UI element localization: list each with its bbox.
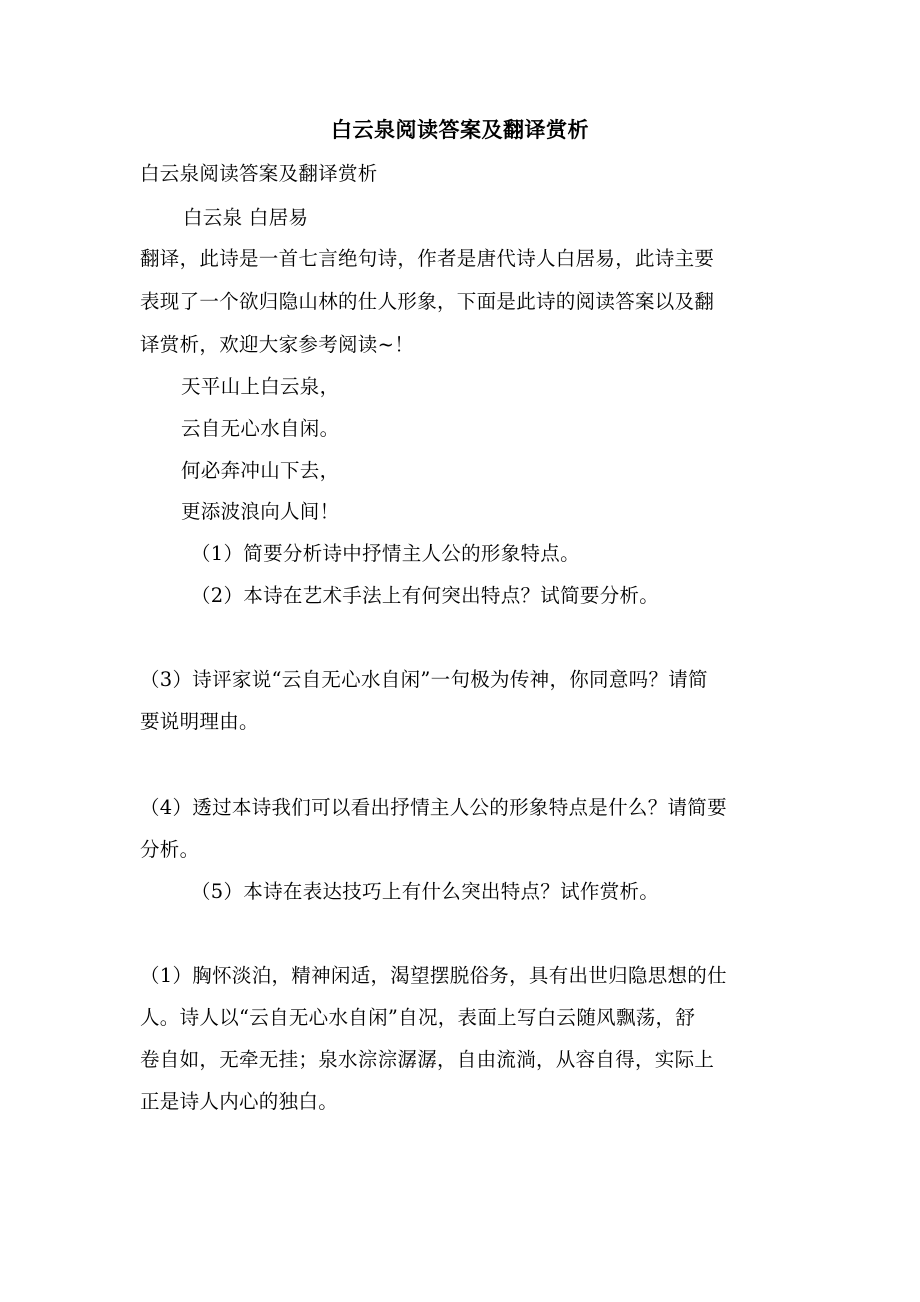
- document-subtitle: 白云泉阅读答案及翻译赏析: [140, 162, 378, 185]
- question-3-line-2: 要说明理由。: [140, 710, 259, 733]
- intro-line-2: 表现了一个欲归隐山林的仕人形象，下面是此诗的阅读答案以及翻: [140, 290, 715, 313]
- intro-line-1: 翻译，此诗是一首七言绝句诗，作者是唐代诗人白居易，此诗主要: [140, 247, 715, 270]
- answer-line-3: 卷自如，无牵无挂；泉水淙淙潺潺，自由流淌，从容自得，实际上: [140, 1048, 715, 1071]
- question-3-line-1: （3）诗评家说“云自无心水自闲”一句极为传神，你同意吗？请简: [140, 668, 708, 691]
- document-title: 白云泉阅读答案及翻译赏析: [331, 117, 589, 142]
- poem-line-2: 云自无心水自闲。: [181, 417, 340, 440]
- question-1: （1）简要分析诗中抒情主人公的形象特点。: [191, 542, 580, 565]
- poem-line-4: 更添波浪向人间！: [181, 500, 340, 523]
- answer-line-4: 正是诗人内心的独白。: [140, 1090, 339, 1113]
- question-5: （5）本诗在表达技巧上有什么突出特点？试作赏析。: [191, 880, 660, 903]
- intro-line-3: 译赏析，欢迎大家参考阅读~！: [140, 333, 415, 356]
- question-4-line-1: （4）透过本诗我们可以看出抒情主人公的形象特点是什么？请简要: [140, 796, 727, 819]
- question-2: （2）本诗在艺术手法上有何突出特点？试简要分析。: [191, 584, 660, 607]
- poem-heading: 白云泉 白居易: [183, 206, 309, 229]
- answer-line-2: 人。诗人以“云自无心水自闲”自况，表面上写白云随风飘荡，舒: [140, 1006, 696, 1029]
- poem-line-1: 天平山上白云泉，: [181, 375, 340, 398]
- question-4-line-2: 分析。: [140, 838, 200, 861]
- poem-line-3: 何必奔冲山下去，: [181, 459, 340, 482]
- answer-line-1: （1）胸怀淡泊，精神闲适，渴望摆脱俗务，具有出世归隐思想的仕: [140, 964, 727, 987]
